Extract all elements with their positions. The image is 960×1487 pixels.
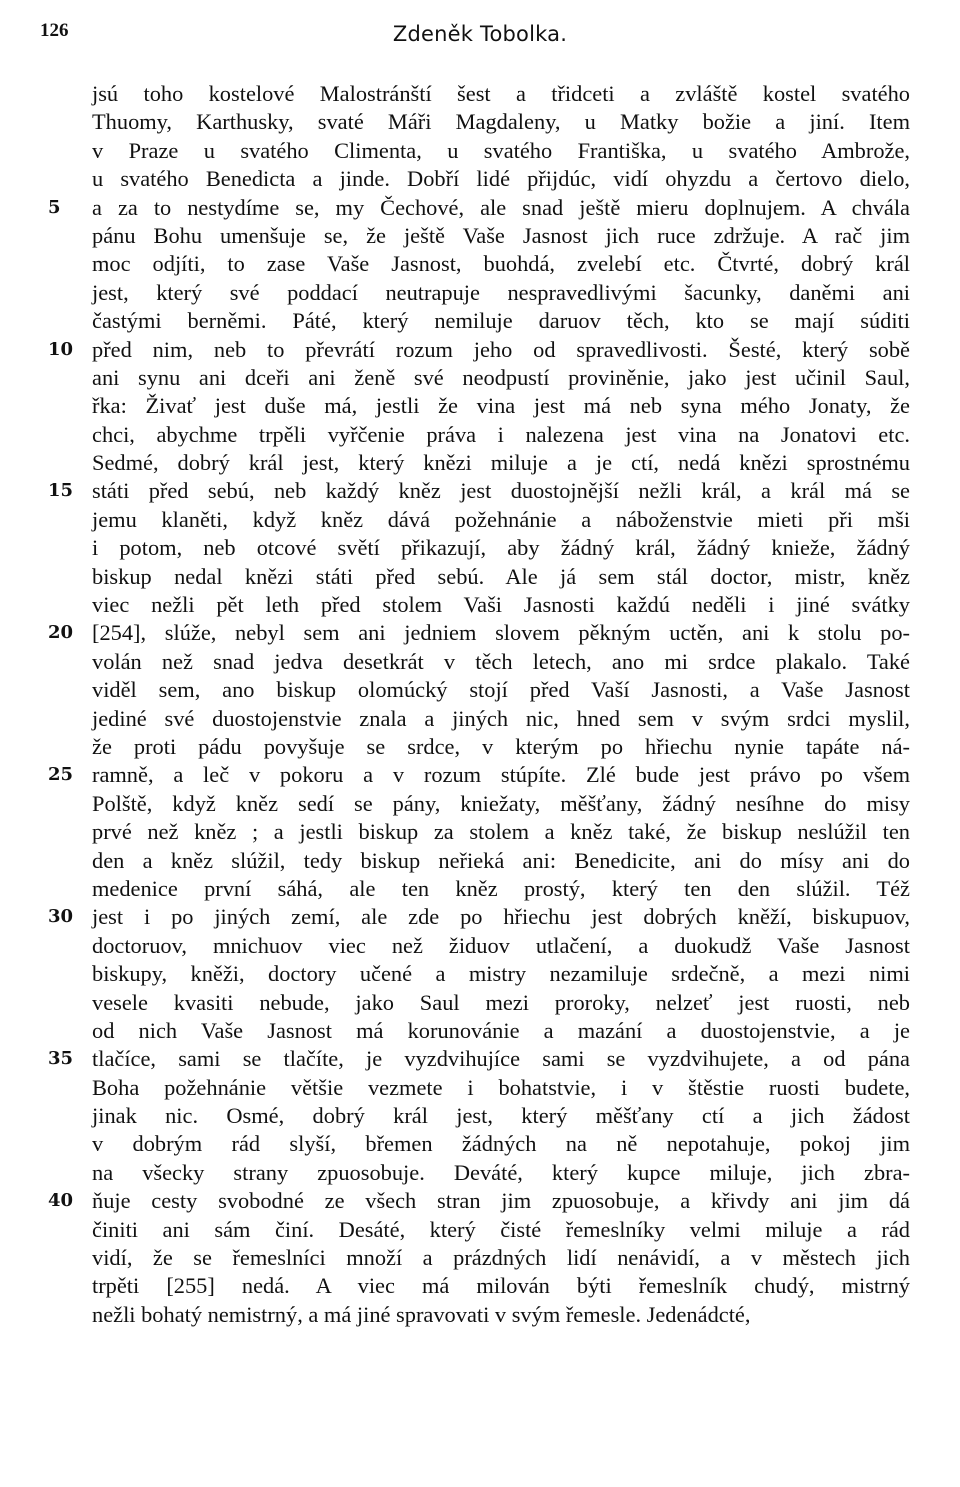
line-text: vesele kvasiti nebude, jako Saul mezi proroky, nelzeť jest ruosti, neb: [92, 989, 910, 1015]
text-line: [0, 619, 960, 647]
line-text: na všecky strany zpuosobuje. Deváté, který kupce miluje, jich zbra-: [92, 1159, 910, 1185]
line-number: 30: [48, 906, 74, 928]
line-text: viděl sem, ano biskup olomúcký stojí před Vaší Jasnosti, a Vaše Jasnost: [92, 677, 910, 703]
line-text: vidí, že se řemeslníci množí a prázdných lidí nenávidí, a v městech jich: [92, 1245, 910, 1271]
line-text: ani synu ani dceři ani ženě své neodpustí proviněnie, jako jest učinil Saul,: [92, 364, 910, 390]
line-text: jest, který své poddací neutrapuje nespravedlivými šacunky, daněmi ani: [92, 279, 910, 305]
text-line: [0, 1244, 960, 1272]
line-text: Polště, když kněz sedí se pány, kniežaty, měšťany, žádný nesíhne do misy: [92, 790, 910, 816]
text-line: [0, 194, 960, 222]
line-text: pánu Bohu umenšuje se, že ještě Vaše Jasnost jich ruce zdržuje. A rač jim: [92, 222, 910, 248]
line-text: že proti pádu povyšuje se srdce, v kterým po hřiechu nynie tapáte ná-: [92, 733, 910, 759]
line-text: tlačíce, sami se tlačíte, je vyzdvihujíce sami se vyzdvihujete, a od pána: [92, 1046, 910, 1072]
line-text: řka: Živať jest duše má, jestli že vina jest má neb syna mého Jonaty, že: [92, 393, 910, 419]
text-line: [0, 563, 960, 591]
text-line: [0, 648, 960, 676]
text-line: [0, 279, 960, 307]
line-text: medenice první sáhá, ale ten kněz prostý, který ten den slúžil. Též: [92, 875, 910, 901]
text-line: [0, 733, 960, 761]
text-line: [0, 1045, 960, 1073]
line-text: [254], slúže, nebyl sem ani jedniem slovem pěkným uctěn, ani k stolu po-: [92, 620, 910, 646]
line-text: ramně, a leč v pokoru a v rozum stúpíte. Zlé bude jest právo po všem: [92, 762, 910, 788]
line-number: 40: [48, 1190, 74, 1212]
line-text: doctoruov, mnichuov viec než židuov utlačení, a duokudž Vaše Jasnost: [92, 932, 910, 958]
text-line: [0, 137, 960, 165]
line-text: biskup nedal knězi státi před sebú. Ale já sem stál doctor, mistr, kněz: [92, 563, 910, 589]
text-line: [0, 989, 960, 1017]
text-line: [0, 960, 960, 988]
line-text: prvé než kněz ; a jestli biskup za stolem a kněz také, že biskup neslúžil ten: [92, 819, 910, 845]
line-text: státi před sebú, neb každý kněz jest duostojnější nežli král, a král má se: [92, 478, 910, 504]
line-text: u svatého Benedicta a jinde. Dobří lidé přijdúc, vidí ohyzdu a čertovo dielo,: [92, 166, 910, 192]
text-line: [0, 705, 960, 733]
line-text: volán než snad jedva desetkrát v těch letech, ano mi srdce plakalo. Také: [92, 648, 910, 674]
text-line: [0, 790, 960, 818]
line-text: i potom, neb otcové světí přikazují, aby žádný král, žádný knieže, žádný: [92, 535, 910, 561]
line-number: 35: [48, 1048, 74, 1070]
line-text: jest i po jiných zemí, ale zde po hřiechu jest dobrých kněží, biskupuov,: [92, 904, 910, 930]
line-text: častými berněmi. Páté, který nemiluje daruov těch, kto se mají súditi: [92, 308, 910, 334]
text-line: [0, 1074, 960, 1102]
page-header: [0, 18, 960, 52]
line-number: 20: [48, 622, 74, 644]
text-line: [0, 1301, 960, 1329]
text-line: [0, 761, 960, 789]
text-line: [0, 307, 960, 335]
text-line: [0, 1130, 960, 1158]
body-text: [0, 80, 960, 1329]
text-line: [0, 1102, 960, 1130]
text-line: [0, 903, 960, 931]
running-head: Zdeněk Tobolka.: [392, 22, 568, 46]
line-text: před nim, neb to převrátí rozum jeho od spravedlivosti. Šesté, který sobě: [92, 336, 910, 362]
text-line: [0, 421, 960, 449]
text-line: [0, 108, 960, 136]
line-text: a za to nestydíme se, my Čechové, ale snad ještě mieru doplnujem. A chvála: [92, 194, 910, 220]
line-text: jemu klaněti, když kněz dává požehnánie a náboženstvie mieti při mši: [92, 506, 910, 532]
text-line: [0, 392, 960, 420]
line-text: činiti ani sám činí. Desáté, který čisté řemeslníky velmi miluje a rád: [92, 1216, 910, 1242]
text-line: [0, 364, 960, 392]
text-line: [0, 591, 960, 619]
line-number: 25: [48, 764, 74, 786]
text-line: [0, 875, 960, 903]
line-text: v dobrým rád slyší, břemen žádných na ně nepotahuje, pokoj jim: [92, 1131, 910, 1157]
text-line: [0, 165, 960, 193]
text-line: [0, 1187, 960, 1215]
text-line: [0, 847, 960, 875]
line-text: Sedmé, dobrý král jest, který knězi miluje a je ctí, nedá knězi sprostnému: [92, 450, 910, 476]
text-line: [0, 818, 960, 846]
line-text: jsú toho kostelové Malostránští šest a třidceti a zvláště kostel svatého: [92, 81, 910, 106]
text-line: [0, 1159, 960, 1187]
text-line: [0, 250, 960, 278]
line-text: Boha požehnánie většie vezmete i bohatstvie, i v štěstie ruosti budete,: [92, 1074, 910, 1100]
text-line: [0, 222, 960, 250]
line-text: chci, abychme trpěli vyřčenie práva i nalezena jest vina na Jonatovi etc.: [92, 421, 910, 447]
line-text: nežli bohatý nemistrný, a má jiné spravovati v svým řemesle. Jedenádcté,: [92, 1301, 751, 1327]
line-text: moc odjíti, to zase Vaše Jasnost, buohdá, zvelebí etc. Čtvrté, dobrý král: [92, 251, 910, 277]
text-line: [0, 932, 960, 960]
line-text: den a kněz slúžil, tedy biskup neřieká ani: Benedicite, ani do mísy ani do: [92, 847, 910, 873]
line-text: Thuomy, Karthusky, svaté Máři Magdaleny, u Matky božie a jiní. Item: [92, 109, 910, 135]
line-number: 5: [48, 196, 61, 218]
text-line: [0, 477, 960, 505]
text-line: [0, 506, 960, 534]
text-line: [0, 534, 960, 562]
page-number: 126: [40, 20, 69, 41]
line-number: 10: [48, 338, 74, 360]
line-text: ňuje cesty svobodné ze všech stran jim zpuosobuje, a křivdy ani jim dá: [92, 1188, 910, 1214]
text-line: [0, 1272, 960, 1300]
line-text: v Praze u svatého Climenta, u svatého Františka, u svatého Ambrože,: [92, 137, 910, 163]
line-number: 15: [48, 480, 74, 502]
line-text: jediné své duostojenstvie znala a jiných nic, hned sem v svým srdci myslil,: [92, 705, 910, 731]
text-line: [0, 676, 960, 704]
text-line: [0, 336, 960, 364]
line-text: trpěti [255] nedá. A viec má milován býti řemeslník chudý, mistrný: [92, 1273, 910, 1299]
text-line: [0, 1216, 960, 1244]
text-line: [0, 1017, 960, 1045]
line-text: biskupy, kněži, doctory učené a mistry nezamiluje srdečně, a mezi nimi: [92, 961, 910, 987]
text-line: [0, 80, 960, 108]
line-text: jinak nic. Osmé, dobrý král jest, který měšťany ctí a jich žádost: [92, 1103, 910, 1129]
line-text: od nich Vaše Jasnost má korunovánie a mazání a duostojenstvie, a je: [92, 1017, 910, 1043]
line-text: viec nežli pět leth před stolem Vaši Jasnosti každú neděli i jiné svátky: [92, 592, 910, 618]
text-line: [0, 449, 960, 477]
